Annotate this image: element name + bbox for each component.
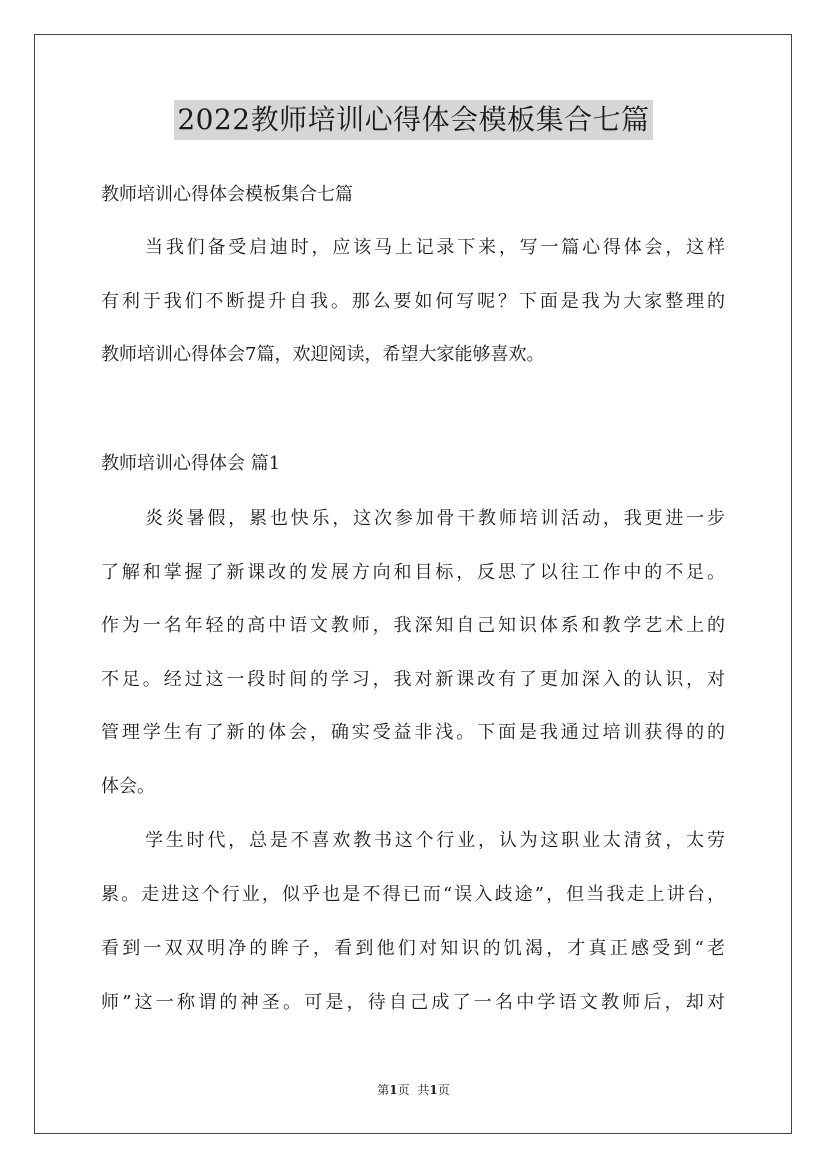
intro-line-2: 有利于我们不断提升自我。那么要如何写呢？下面是我为大家整理的: [101, 291, 725, 312]
section-heading: 教师培训心得体会 篇1: [101, 453, 281, 474]
intro-line-1: 当我们备受启迪时，应该马上记录下来，写一篇心得体会，这样: [145, 237, 725, 258]
page-prefix: 第: [377, 1083, 390, 1097]
para1-line-3: 作为一名年轻的高中语文教师，我深知自己知识体系和教学艺术上的: [101, 615, 725, 636]
total-suffix: 页: [437, 1083, 450, 1097]
total-pages: 1: [429, 1083, 438, 1097]
page-number: 1: [389, 1083, 398, 1097]
page-footer: [0, 1082, 827, 1098]
para1-line-4: 不足。经过这一段时间的学习，我对新课改有了更加深入的认识，对: [101, 669, 725, 690]
title-block: [0, 100, 827, 140]
para1-line-1: 炎炎暑假，累也快乐，这次参加骨干教师培训活动，我更进一步: [145, 508, 725, 529]
para1-line-5: 管理学生有了新的体会，确实受益非浅。下面是我通过培训获得的的: [101, 722, 725, 743]
total-prefix: 共: [417, 1083, 430, 1097]
para2-line-2: 累。走进这个行业，似乎也是不得已而“误入歧途”，但当我走上讲台，: [101, 884, 725, 905]
para1-line-2: 了解和掌握了新课改的发展方向和目标，反思了以往工作中的不足。: [101, 562, 725, 583]
intro-line-3: 教师培训心得体会7篇，欢迎阅读，希望大家能够喜欢。: [101, 344, 545, 365]
para2-line-4: 师”这一称谓的神圣。可是，待自己成了一名中学语文教师后，却对: [101, 992, 725, 1013]
para2-line-1: 学生时代，总是不喜欢教书这个行业，认为这职业太清贫，太劳: [145, 830, 725, 851]
para1-line-6: 体会。: [101, 776, 155, 797]
subtitle: 教师培训心得体会模板集合七篇: [101, 184, 353, 205]
document-title: 2022教师培训心得体会模板集合七篇: [174, 100, 652, 140]
para2-line-3: 看到一双双明净的眸子，看到他们对知识的饥渴，才真正感受到“老: [101, 938, 725, 959]
page-suffix: 页: [397, 1083, 410, 1097]
